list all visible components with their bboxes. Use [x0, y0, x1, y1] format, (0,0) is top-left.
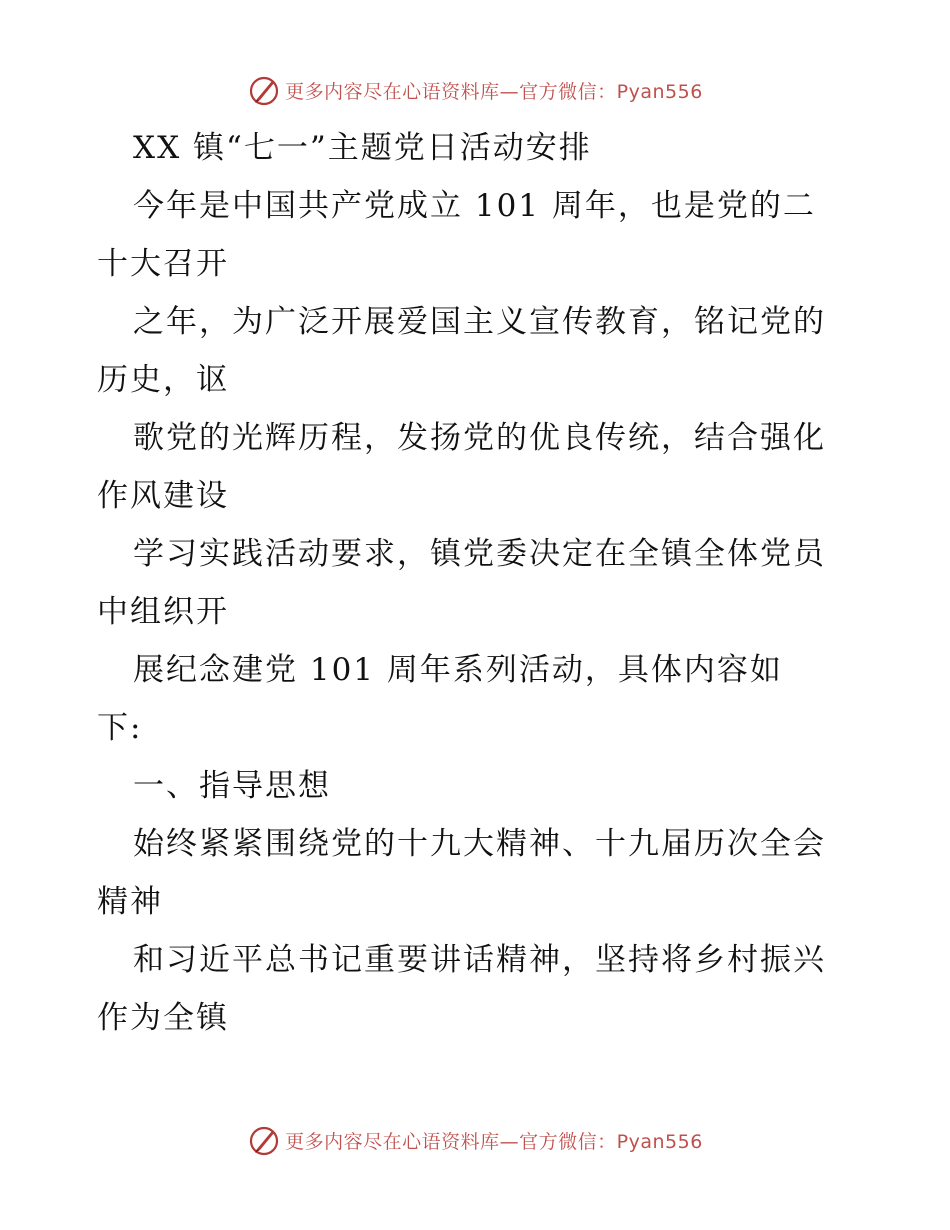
paragraph-line: 歌党的光辉历程，发扬党的优良传统，结合强化 [133, 420, 826, 456]
section-heading: 一、指导思想 [133, 768, 331, 804]
paragraph-line: 和习近平总书记重要讲话精神，坚持将乡村振兴 [133, 942, 826, 978]
paragraph-line: 精神 [97, 884, 163, 920]
paragraph-line: 十大召开 [97, 246, 229, 282]
paragraph-line: 之年，为广泛开展爱国主义宣传教育，铭记党的 [133, 304, 826, 340]
footer-watermark-banner [0, 1120, 950, 1160]
paragraph-line: 作为全镇 [97, 1000, 229, 1036]
banner-text: 更多内容尽在心语资料库—官方微信：Pyan556 [285, 80, 703, 103]
quill-pen-icon [247, 73, 281, 107]
paragraph-line: 展纪念建党 101 周年系列活动，具体内容如 [133, 652, 783, 688]
banner-text: 更多内容尽在心语资料库—官方微信：Pyan556 [285, 1130, 703, 1153]
paragraph-line: 今年是中国共产党成立 101 周年，也是党的二 [133, 188, 816, 224]
document-title: XX 镇“七一”主题党日活动安排 [133, 130, 592, 166]
paragraph-line: 中组织开 [97, 594, 229, 630]
quill-pen-icon [247, 1123, 281, 1157]
paragraph-line: 下: [97, 710, 143, 746]
paragraph-line: 历史，讴 [97, 362, 229, 398]
paragraph-line: 始终紧紧围绕党的十九大精神、十九届历次全会 [133, 826, 826, 862]
paragraph-line: 学习实践活动要求，镇党委决定在全镇全体党员 [133, 536, 826, 572]
header-watermark-banner [0, 70, 950, 110]
paragraph-line: 作风建设 [97, 478, 229, 514]
